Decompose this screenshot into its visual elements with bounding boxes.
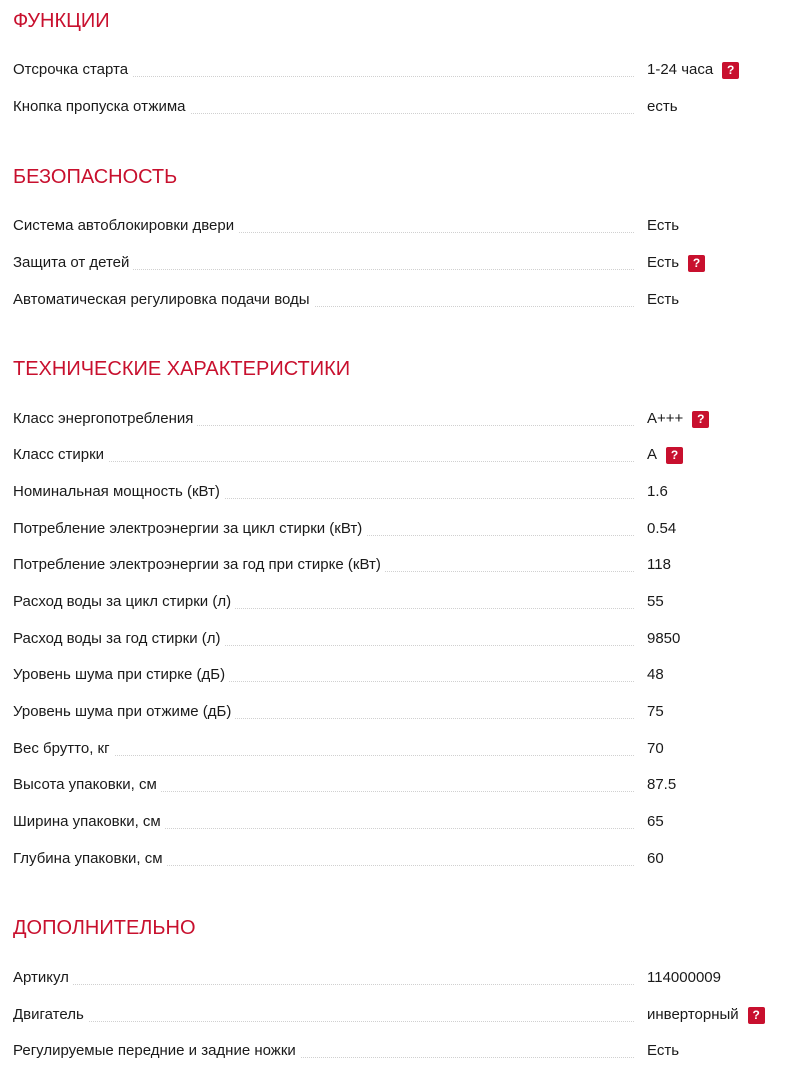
spec-value: A (647, 446, 658, 463)
help-icon[interactable]: ? (692, 411, 709, 428)
help-icon[interactable]: ? (748, 1007, 765, 1024)
spec-label: Потребление электроэнергии за цикл стирки (кВт) (13, 518, 366, 540)
spec-value-wrap (647, 252, 705, 274)
spec-row-gross-weight (0, 738, 797, 762)
spec-row-energy-cycle (0, 518, 797, 542)
dotted-leader (13, 1021, 634, 1022)
spec-value: есть (647, 98, 678, 115)
spec-row-energy-year (0, 554, 797, 578)
spec-value-wrap (647, 554, 671, 576)
spec-label: Уровень шума при стирке (дБ) (13, 664, 229, 686)
spec-value-wrap (647, 289, 679, 311)
spec-row-power (0, 481, 797, 505)
spec-value-wrap (647, 408, 709, 430)
spec-label: Защита от детей (13, 252, 133, 274)
spec-row-water-control (0, 289, 797, 313)
spec-row-noise-wash (0, 664, 797, 688)
spec-row-article (0, 967, 797, 991)
spec-value: Есть (647, 217, 680, 234)
spec-label: Уровень шума при отжиме (дБ) (13, 701, 235, 723)
spec-row-package-width (0, 811, 797, 835)
spec-value-wrap (647, 848, 664, 870)
spec-row-energy-class (0, 408, 797, 432)
spec-value: 114000009 (647, 969, 721, 986)
spec-value: 70 (647, 740, 664, 757)
spec-value-wrap (647, 59, 739, 81)
spec-value-wrap (647, 628, 680, 650)
spec-value-wrap (647, 444, 683, 466)
spec-value-wrap (647, 591, 664, 613)
spec-value-wrap (647, 701, 664, 723)
spec-label: Класс стирки (13, 444, 108, 466)
section-title: ТЕХНИЧЕСКИЕ ХАРАКТЕРИСТИКИ (13, 358, 351, 380)
spec-value: 118 (647, 556, 671, 573)
spec-value-wrap (647, 215, 679, 237)
spec-label: Класс энергопотребления (13, 408, 197, 430)
spec-row-adjustable-feet (0, 1040, 797, 1064)
spec-value-wrap (647, 96, 678, 118)
spec-value: 9850 (647, 630, 681, 647)
spec-label: Ширина упаковки, см (13, 811, 165, 833)
spec-value: 1.6 (647, 483, 668, 500)
spec-value-wrap (647, 811, 664, 833)
spec-value-wrap (647, 518, 676, 540)
spec-value: 75 (647, 703, 664, 720)
spec-label: Высота упаковки, см (13, 774, 161, 796)
spec-row-spin-skip (0, 96, 797, 120)
spec-value-wrap (647, 481, 668, 503)
spec-row-water-cycle (0, 591, 797, 615)
spec-row-motor (0, 1004, 797, 1028)
spec-value: Есть (647, 254, 680, 271)
spec-value-wrap (647, 967, 721, 989)
spec-label: Артикул (13, 967, 73, 989)
spec-value: 48 (647, 666, 664, 683)
spec-value-wrap (647, 738, 664, 760)
help-icon[interactable]: ? (722, 62, 739, 79)
section-title: БЕЗОПАСНОСТЬ (13, 166, 178, 188)
spec-value-wrap (647, 774, 676, 796)
spec-label: Вес брутто, кг (13, 738, 114, 760)
spec-row-door-lock (0, 215, 797, 239)
spec-value: инверторный (647, 1006, 739, 1023)
spec-row-child-lock (0, 252, 797, 276)
section-title: ФУНКЦИИ (13, 10, 110, 32)
spec-value: 60 (647, 850, 664, 867)
spec-label: Регулируемые передние и задние ножки (13, 1040, 300, 1062)
spec-value: Есть (647, 291, 680, 308)
spec-value: 55 (647, 593, 664, 610)
spec-label: Кнопка пропуска отжима (13, 96, 190, 118)
spec-value-wrap (647, 1004, 765, 1026)
spec-value: 65 (647, 813, 664, 830)
help-icon[interactable]: ? (688, 255, 705, 272)
spec-row-package-height (0, 774, 797, 798)
spec-row-noise-spin (0, 701, 797, 725)
spec-label: Система автоблокировки двери (13, 215, 238, 237)
spec-row-wash-class (0, 444, 797, 468)
spec-label: Глубина упаковки, см (13, 848, 167, 870)
spec-row-delay-start (0, 59, 797, 83)
spec-value: 1-24 часа (647, 61, 714, 78)
spec-label: Потребление электроэнергии за год при стирке (кВт) (13, 554, 385, 576)
spec-label: Отсрочка старта (13, 59, 132, 81)
spec-row-water-year (0, 628, 797, 652)
section-title: ДОПОЛНИТЕЛЬНО (13, 917, 196, 939)
help-icon[interactable]: ? (666, 447, 683, 464)
spec-value: A+++ (647, 410, 684, 427)
spec-label: Двигатель (13, 1004, 88, 1026)
spec-row-package-depth (0, 848, 797, 872)
spec-value: 87.5 (647, 776, 677, 793)
spec-label: Номинальная мощность (кВт) (13, 481, 224, 503)
dotted-leader (13, 984, 634, 985)
spec-value-wrap (647, 1040, 679, 1062)
spec-value-wrap (647, 664, 664, 686)
spec-value: 0.54 (647, 520, 677, 537)
spec-value: Есть (647, 1042, 680, 1059)
spec-label: Расход воды за год стирки (л) (13, 628, 225, 650)
spec-label: Автоматическая регулировка подачи воды (13, 289, 314, 311)
spec-label: Расход воды за цикл стирки (л) (13, 591, 235, 613)
